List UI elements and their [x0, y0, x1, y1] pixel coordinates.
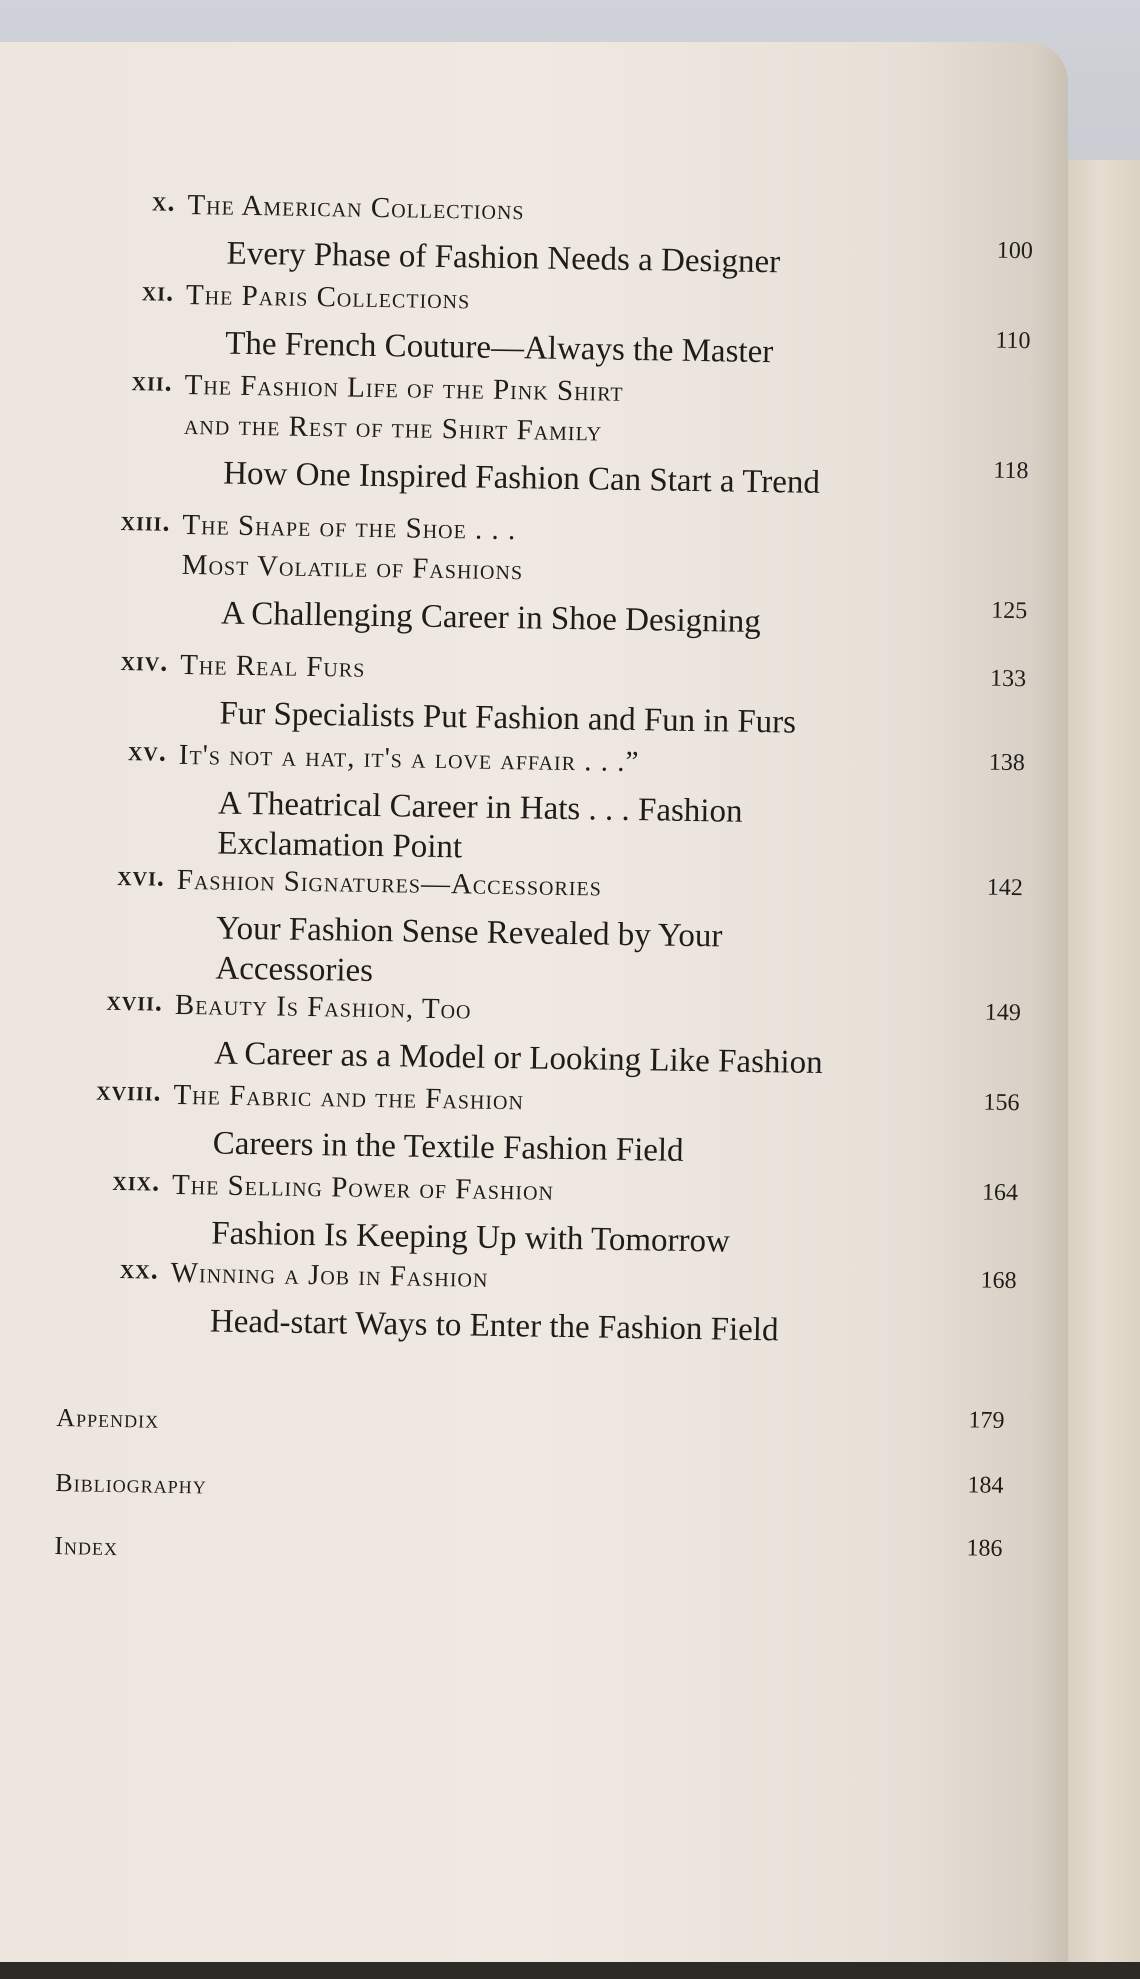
- chapter-number: xix.: [112, 1165, 161, 1198]
- back-matter-entry[interactable]: [0, 1467, 1045, 1500]
- chapter-title: The Fashion Life of the Pink Shirt: [184, 368, 624, 408]
- chapter-title: The Real Furs: [179, 648, 366, 684]
- chapter-title: Most Volatile of Fashions: [181, 548, 524, 587]
- page-number: 149: [984, 999, 1022, 1027]
- table-of-contents: [0, 42, 1068, 1979]
- toc-entry[interactable]: [0, 182, 1066, 281]
- chapter-number: xv.: [127, 736, 168, 768]
- page-number: 125: [990, 597, 1028, 625]
- chapter-subtitle: Exclamation Point: [217, 825, 463, 866]
- page-number: 110: [995, 327, 1031, 355]
- page-number: 100: [996, 237, 1034, 265]
- chapter-number: xvii.: [106, 985, 164, 1018]
- chapter-number: xvi.: [116, 860, 166, 893]
- chapter-title: Fashion Signatures—Accessories: [176, 863, 603, 903]
- toc-entry[interactable]: [0, 642, 1058, 741]
- back-matter-entry[interactable]: [0, 1530, 1044, 1562]
- chapter-number: xiii.: [120, 505, 171, 538]
- chapter-title: Beauty Is Fashion, Too: [174, 988, 472, 1026]
- chapter-number: xiv.: [120, 645, 169, 678]
- chapter-title: The Paris Collections: [185, 278, 471, 316]
- chapter-subtitle: Head-start Ways to Enter the Fashion Field: [209, 1303, 779, 1349]
- chapter-subtitle: Every Phase of Fashion Needs a Designer: [226, 235, 781, 281]
- page-number: 133: [989, 665, 1027, 693]
- chapter-subtitle: How One Inspired Fashion Can Start a Trend: [222, 455, 821, 501]
- page-number: 138: [988, 749, 1026, 777]
- chapter-subtitle: A Challenging Career in Shoe Designing: [220, 595, 762, 641]
- chapter-title: The Shape of the Shoe . . .: [182, 508, 517, 547]
- chapter-subtitle: The French Couture—Always the Master: [225, 325, 774, 371]
- chapter-number: xx.: [119, 1254, 159, 1286]
- chapter-number: xviii.: [96, 1075, 162, 1108]
- chapter-subtitle: Your Fashion Sense Revealed by Your: [215, 910, 723, 955]
- page-number: 184: [967, 1472, 1004, 1499]
- chapter-title: The American Collections: [187, 188, 525, 227]
- chapter-subtitle: Fashion Is Keeping Up with Tomorrow: [211, 1215, 731, 1260]
- page-number: 179: [968, 1407, 1005, 1434]
- chapter-subtitle: Accessories: [215, 950, 374, 989]
- page-number: 156: [983, 1089, 1020, 1117]
- chapter-subtitle: Fur Specialists Put Fashion and Fun in Furs: [219, 695, 797, 741]
- chapter-subtitle: A Theatrical Career in Hats . . . Fashion: [217, 785, 743, 830]
- chapter-subtitle: Careers in the Textile Fashion Field: [212, 1125, 684, 1169]
- chapter-title: The Fabric and the Fashion: [173, 1078, 525, 1117]
- chapter-title: Winning a Job in Fashion: [170, 1256, 489, 1294]
- page-number: 168: [980, 1267, 1017, 1295]
- back-matter-entry[interactable]: [0, 1402, 1047, 1434]
- chapter-title: and the Rest of the Shirt Family: [183, 408, 603, 448]
- toc-entry[interactable]: [0, 502, 1061, 641]
- back-matter-label: Appendix: [56, 1403, 160, 1434]
- back-matter-label: Bibliography: [55, 1468, 207, 1500]
- book-page: [0, 42, 1068, 1962]
- page-number: 164: [981, 1179, 1019, 1207]
- chapter-title: It's not a hat, it's a love affair . . .”: [178, 738, 640, 779]
- chapter-title: The Selling Power of Fashion: [171, 1168, 555, 1207]
- page-number: 142: [986, 874, 1024, 902]
- page-number: 186: [966, 1535, 1003, 1562]
- chapter-subtitle: A Career as a Model or Looking Like Fashion: [213, 1035, 823, 1082]
- chapter-number: xi.: [141, 276, 175, 308]
- back-matter-label: Index: [54, 1531, 119, 1562]
- page-number: 118: [993, 457, 1029, 485]
- chapter-number: xii.: [131, 366, 173, 398]
- chapter-number: x.: [151, 186, 176, 218]
